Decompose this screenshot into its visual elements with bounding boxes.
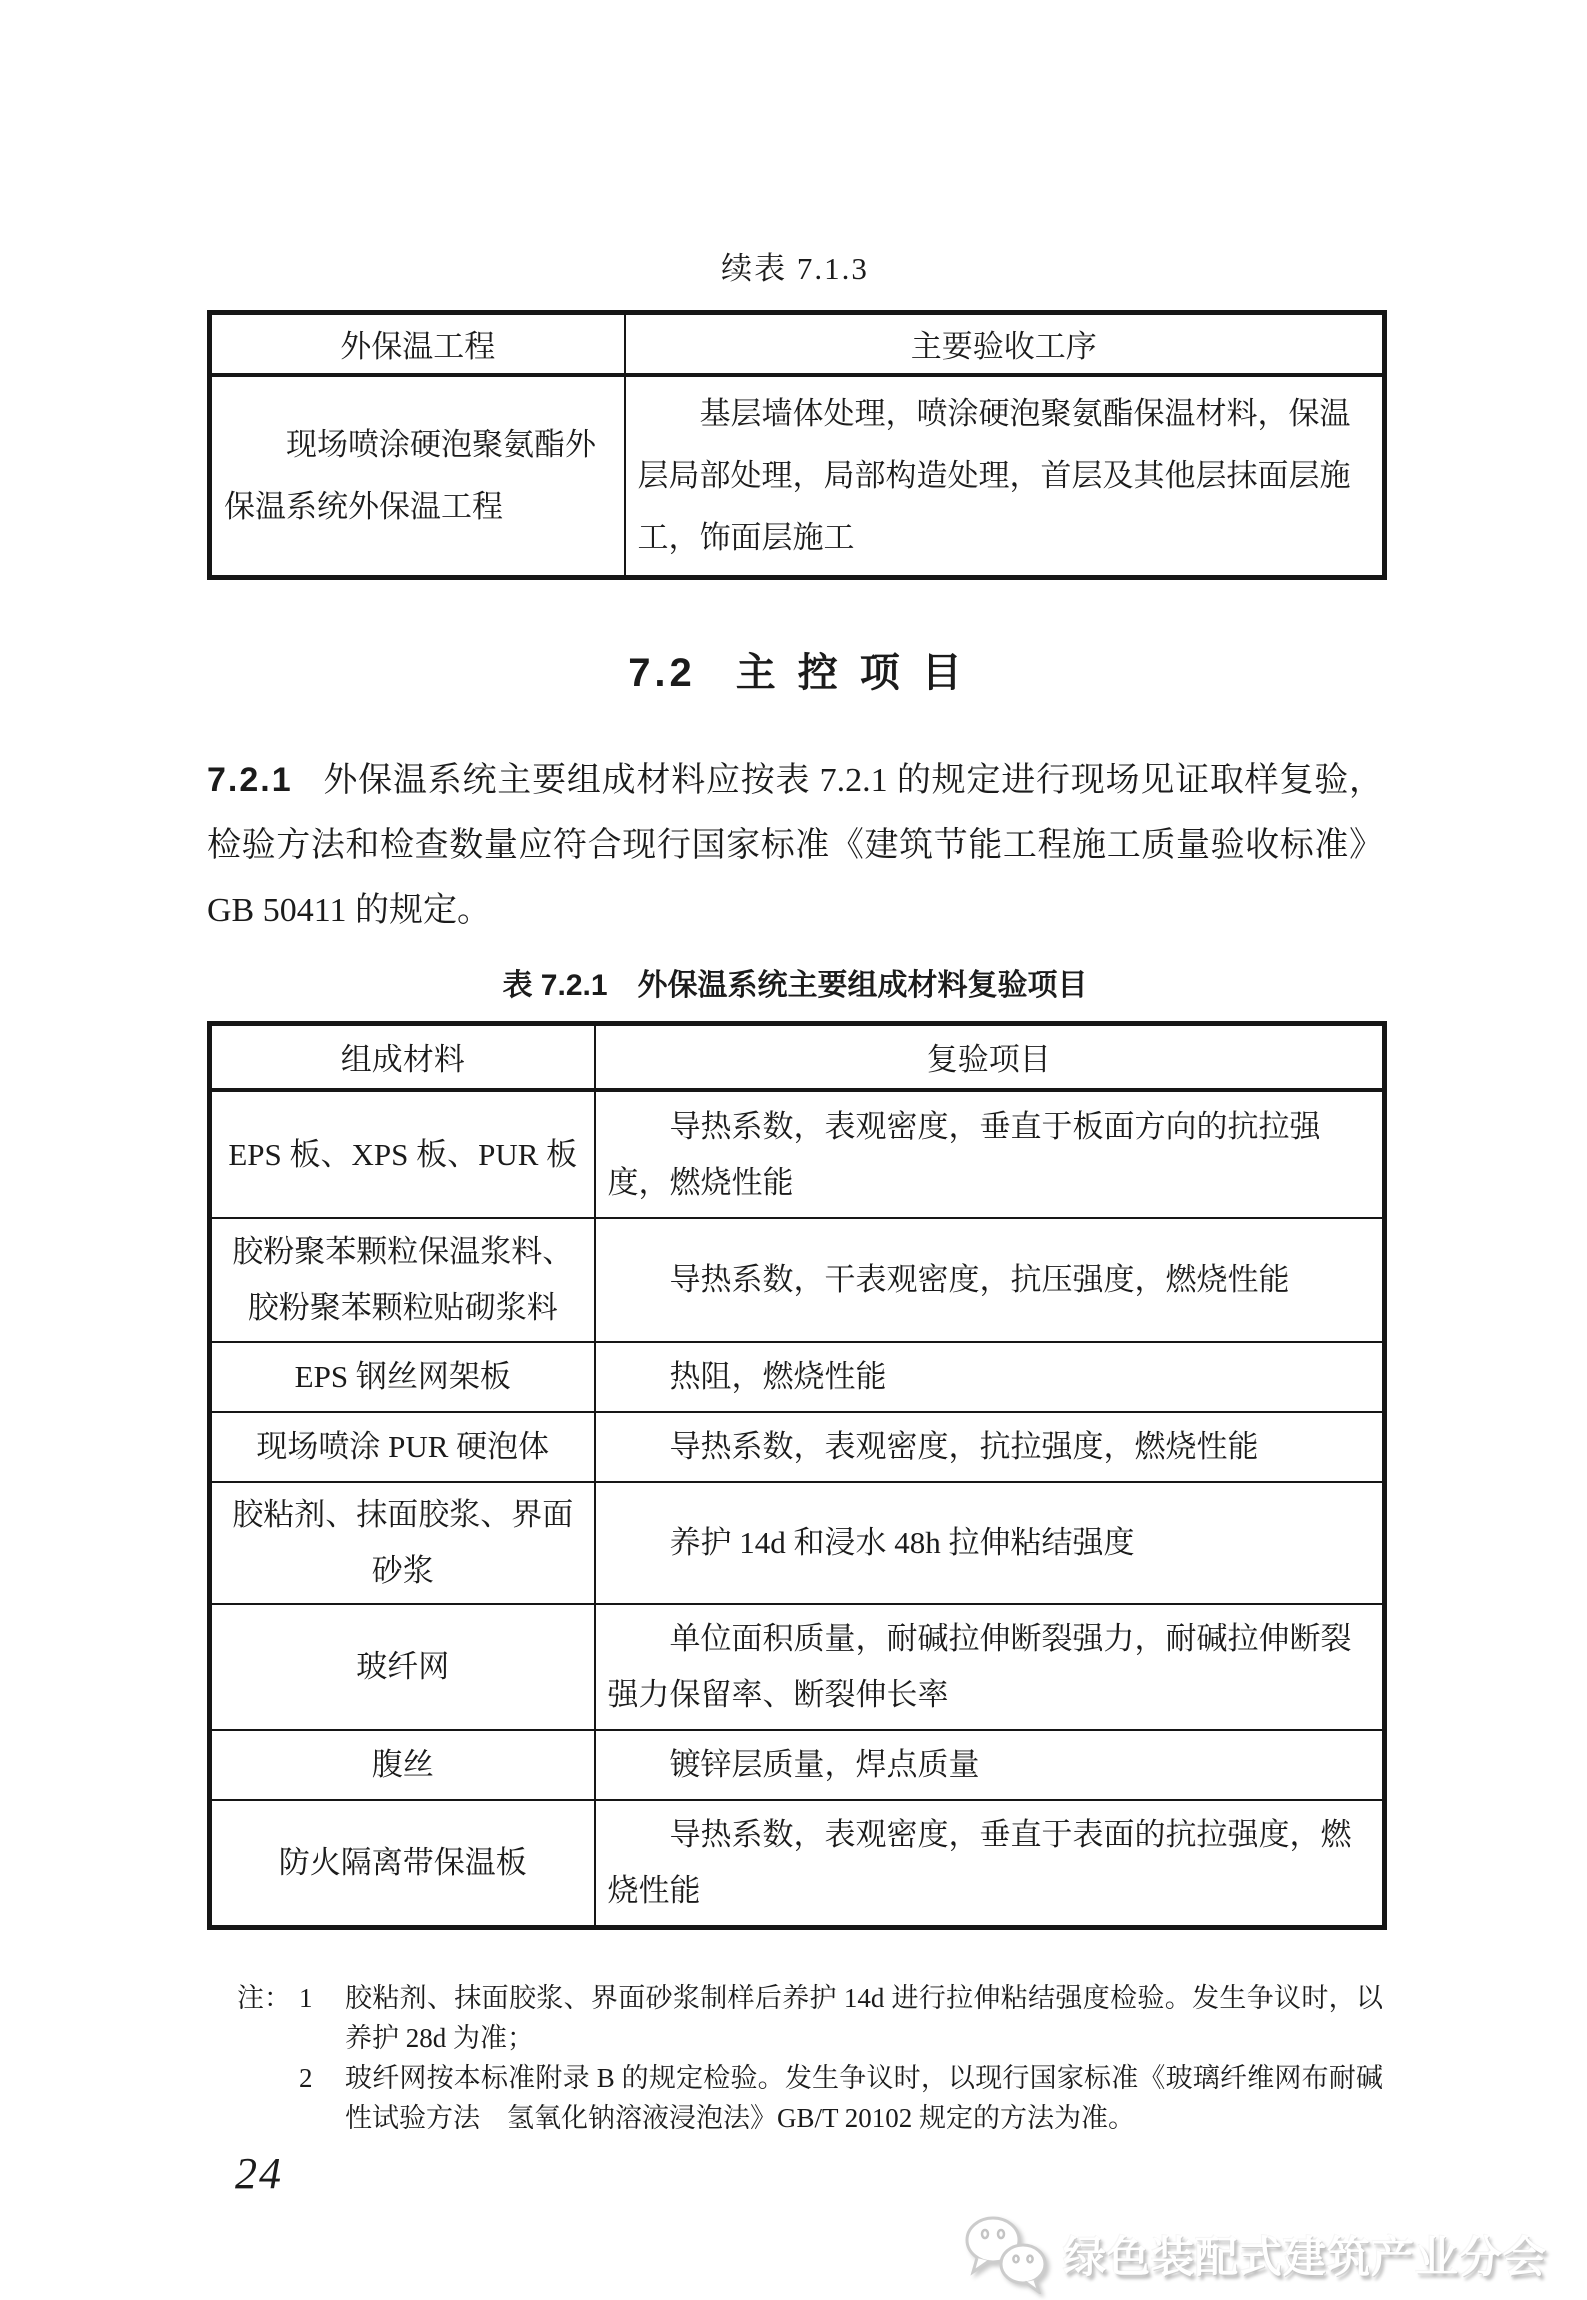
table-713-header-row bbox=[210, 313, 1385, 375]
note-item-1 bbox=[237, 1978, 1383, 2058]
page-number: 24 bbox=[235, 2149, 283, 2198]
clause-number: 7.2.1 bbox=[207, 760, 293, 799]
material-cell: EPS 板、XPS 板、PUR 板 bbox=[210, 1090, 595, 1218]
table-721-caption: 表 7.2.1 外保温系统主要组成材料复验项目 bbox=[502, 968, 1088, 1002]
reinspection-cell: 导热系数，表观密度，抗拉强度，燃烧性能 bbox=[595, 1412, 1385, 1482]
table-row bbox=[210, 1342, 1385, 1412]
note-item-2 bbox=[237, 2058, 1383, 2138]
section-title: 主控项目 bbox=[735, 650, 984, 695]
reinspection-cell: 镀锌层质量，焊点质量 bbox=[595, 1730, 1385, 1800]
table-713-cell-project: 现场喷涂硬泡聚氨酯外保温系统外保温工程 bbox=[210, 375, 625, 578]
section-number: 7.2 bbox=[628, 650, 696, 695]
material-cell: 现场喷涂 PUR 硬泡体 bbox=[210, 1412, 595, 1482]
clause-text: 外保温系统主要组成材料应按表 7.2.1 的规定进行现场见证取样复验，检验方法和检查数量应符合现行国家标准《建筑节能工程施工质量验收标准》GB 50411 的规定。 bbox=[207, 761, 1383, 929]
reinspection-cell: 养护 14d 和浸水 48h 拉伸粘结强度 bbox=[595, 1482, 1385, 1604]
note-number: 1 bbox=[299, 1983, 313, 2013]
table-row bbox=[210, 1090, 1385, 1218]
table-row bbox=[210, 1412, 1385, 1482]
wechat-icon bbox=[963, 2214, 1055, 2294]
watermark bbox=[963, 2214, 1547, 2294]
reinspection-cell: 导热系数，表观密度，垂直于表面的抗拉强度，燃烧性能 bbox=[595, 1800, 1385, 1928]
clause-721 bbox=[207, 748, 1383, 943]
table-713-header-col1: 外保温工程 bbox=[210, 313, 625, 375]
table-721-header-col1: 组成材料 bbox=[210, 1023, 595, 1090]
table-row bbox=[210, 1218, 1385, 1342]
notes-block bbox=[237, 1978, 1383, 2138]
table-713-cell-procedure: 基层墙体处理，喷涂硬泡聚氨酯保温材料，保温层局部处理，局部构造处理，首层及其他层抹面层施工，饰面层施工 bbox=[625, 375, 1385, 578]
material-cell: 防火隔离带保温板 bbox=[210, 1800, 595, 1928]
table-721-header-row bbox=[210, 1023, 1385, 1090]
note-number: 2 bbox=[299, 2063, 313, 2093]
material-cell: EPS 钢丝网架板 bbox=[210, 1342, 595, 1412]
section-heading bbox=[207, 646, 1383, 700]
page-content bbox=[207, 248, 1383, 2138]
note-text: 胶粘剂、抹面胶浆、界面砂浆制样后养护 14d 进行拉伸粘结强度检验。发生争议时，以养护 28d 为准； bbox=[345, 1983, 1383, 2053]
table-row bbox=[210, 1800, 1385, 1928]
reinspection-cell: 导热系数，干表观密度，抗压强度，燃烧性能 bbox=[595, 1218, 1385, 1342]
material-cell: 胶粉聚苯颗粒保温浆料、胶粉聚苯颗粒贴砌浆料 bbox=[210, 1218, 595, 1342]
table-713-header-col2: 主要验收工序 bbox=[625, 313, 1385, 375]
note-label: 注： bbox=[237, 1983, 291, 2013]
material-cell: 腹丝 bbox=[210, 1730, 595, 1800]
table-713-caption: 续表 7.1.3 bbox=[721, 251, 869, 286]
table-row bbox=[210, 1604, 1385, 1730]
reinspection-cell: 热阻，燃烧性能 bbox=[595, 1342, 1385, 1412]
table-row bbox=[210, 1730, 1385, 1800]
material-cell: 玻纤网 bbox=[210, 1604, 595, 1730]
table-713 bbox=[207, 310, 1387, 580]
material-cell: 胶粘剂、抹面胶浆、界面砂浆 bbox=[210, 1482, 595, 1604]
table-row bbox=[210, 375, 1385, 578]
reinspection-cell: 单位面积质量，耐碱拉伸断裂强力，耐碱拉伸断裂强力保留率、断裂伸长率 bbox=[595, 1604, 1385, 1730]
reinspection-cell: 导热系数，表观密度，垂直于板面方向的抗拉强度，燃烧性能 bbox=[595, 1090, 1385, 1218]
watermark-text: 绿色装配式建筑产业分会 bbox=[1063, 2233, 1547, 2282]
table-721-header-col2: 复验项目 bbox=[595, 1023, 1385, 1090]
table-721 bbox=[207, 1021, 1387, 1931]
note-text: 玻纤网按本标准附录 B 的规定检验。发生争议时，以现行国家标准《玻璃纤维网布耐碱性试验方法 氢氧化钠溶液浸泡法》GB/T 20102 规定的方法为准。 bbox=[345, 2063, 1383, 2133]
table-row bbox=[210, 1482, 1385, 1604]
